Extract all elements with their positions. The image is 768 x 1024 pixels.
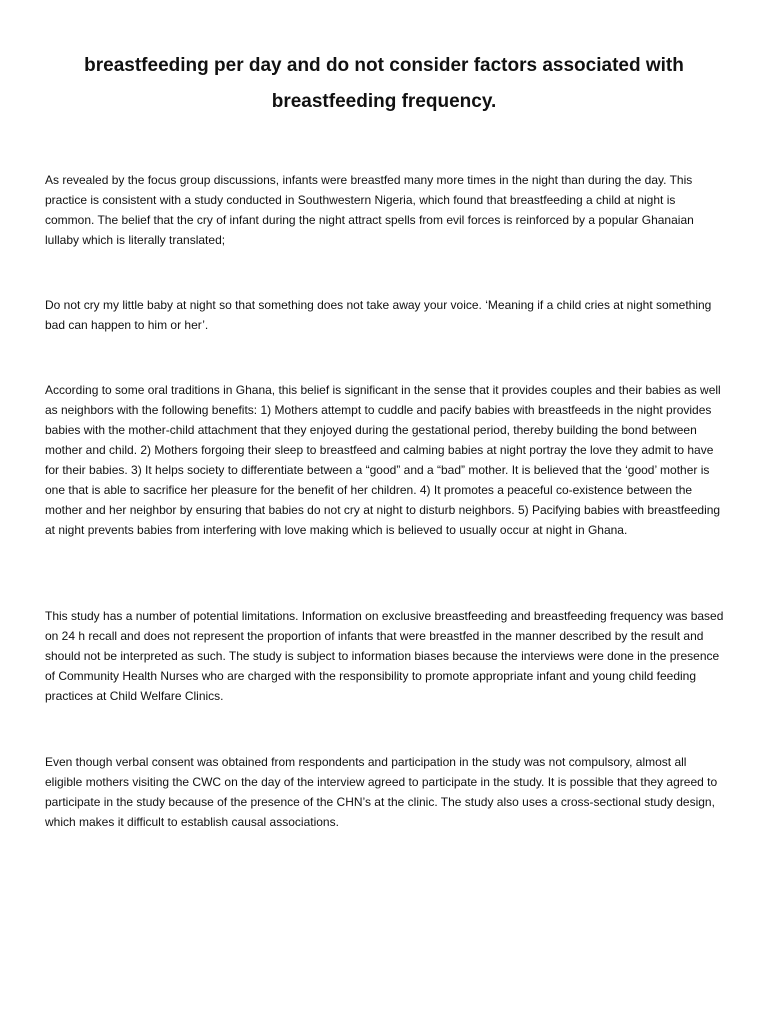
paragraph-focus-group-findings: As revealed by the focus group discussions, infants were breastfed many more times in the night than during the day. This practice is consistent with a study conducted in Southwestern Nigeria, which found that breastfeeding a child at night is common. The belief that the cry of infant during the night attract spells from evil forces is reinforced by a popular Ghanaian lullaby which is literally translated; (45, 173, 694, 247)
paragraph-oral-traditions-benefits: According to some oral traditions in Ghana, this belief is significant in the sense that it provides couples and their babies as well as neighbors with the following benefits: 1) Mothers attempt to cuddle and pacify babies with breastfeeds in the night provides babies with the mother-child attachment that they enjoyed during the gestational period, thereby building the bond between mother and child. 2) Mothers forgoing their sleep to breastfeed and calming babies at night portray the love they admit to have for their babies. 3) It helps society to differentiate between a “good” and a “bad” mother. It is believed that the ‘good’ mother is one that is able to sacrifice her pleasure for the benefit of her children. 4) It promotes a peaceful co-existence between the mother and her neighbor by ensuring that babies do not cry at night to disturb neighbors. 5) Pacifying babies with breastfeeding at night prevents babies from interfering with love making which is believed to usually occur at night in Ghana. (45, 383, 721, 537)
paragraph-study-limitations: This study has a number of potential limitations. Information on exclusive breastfeeding and breastfeeding frequency was based on 24 h recall and does not represent the proportion of infants that were breastfed in the manner described by the result and should not be interpreted as such. The study is subject to information biases because the interviews were done in the presence of Community Health Nurses who are charged with the responsibility to promote appropriate infant and young child feeding practices at Child Welfare Clinics. (45, 609, 724, 703)
section-heading: breastfeeding per day and do not consider factors associated with breastfeeding frequency. (84, 55, 684, 112)
paragraph-consent-and-design: Even though verbal consent was obtained from respondents and participation in the study was not compulsory, almost all eligible mothers visiting the CWC on the day of the interview agreed to participate in the study. It is possible that they agreed to participate in the study because of the presence of the CHN’s at the clinic. The study also uses a cross-sectional study design, which makes it difficult to establish causal associations. (45, 755, 718, 829)
paragraph-lullaby-translation: Do not cry my little baby at night so that something does not take away your voice. ‘Meaning if a child cries at night something bad can happen to him or her’. (45, 298, 712, 332)
